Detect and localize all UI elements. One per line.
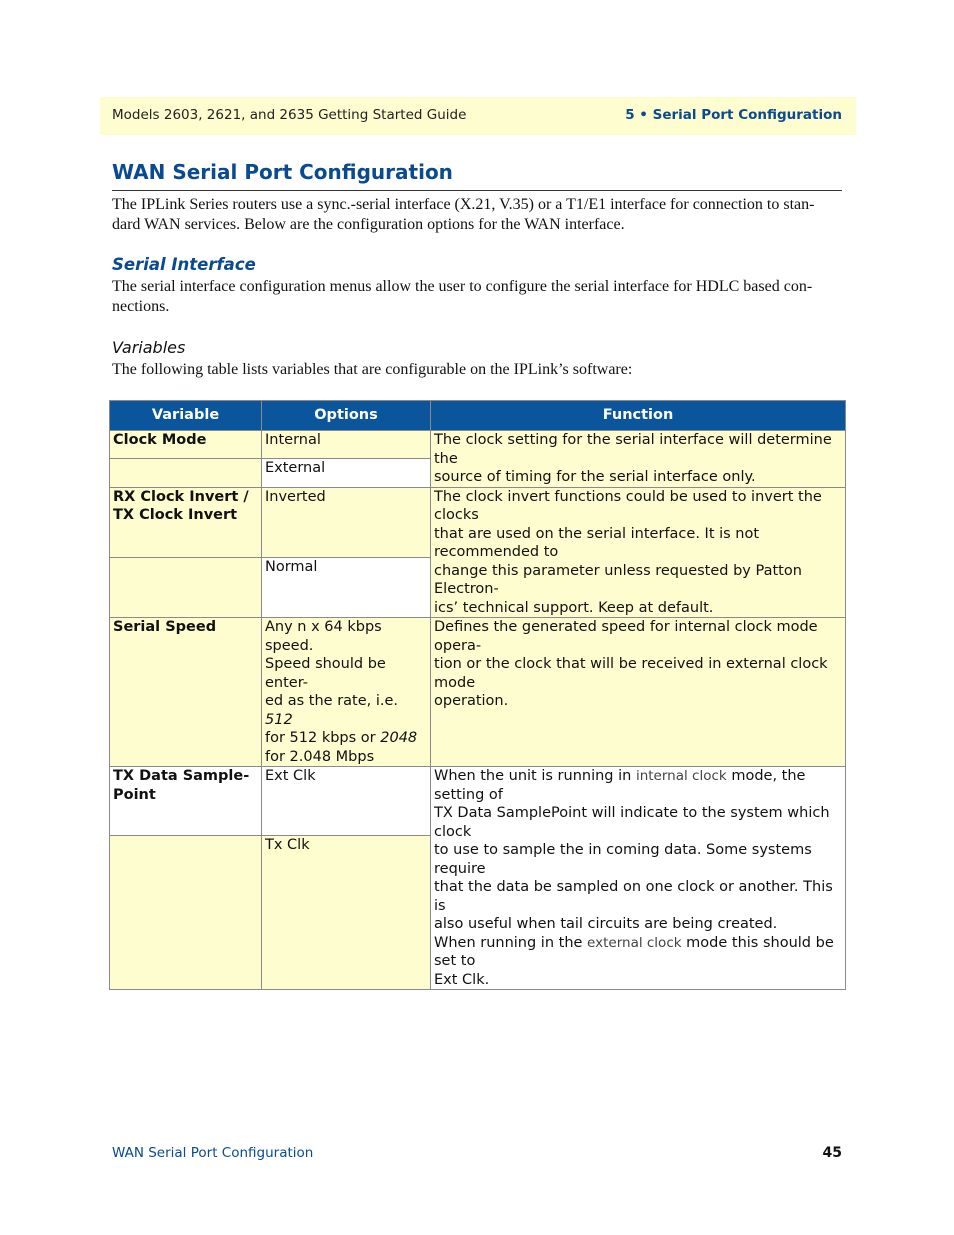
option-cell: Internal [262, 431, 431, 459]
function-cell [431, 431, 846, 488]
option-line: Any n x 64 kbps speed. [265, 619, 382, 654]
variable-line: TX Clock Invert [113, 507, 238, 523]
function-line: tion or the clock that will be received in external clock mode [434, 656, 828, 691]
variable-cell-empty [110, 836, 262, 990]
option-cell: Inverted [262, 487, 431, 557]
function-cell [431, 618, 846, 767]
variable-cell-empty [110, 557, 262, 617]
option-line [265, 692, 428, 729]
variable-cell [110, 487, 262, 557]
table-header-row [110, 401, 846, 431]
running-header [100, 97, 856, 135]
function-term: internal clock [635, 768, 727, 784]
variable-cell [110, 767, 262, 836]
function-line: TX Data SamplePoint will indicate to the system which clock [434, 805, 830, 840]
option-line: Speed should be enter- [265, 656, 386, 691]
variable-line: Point [113, 786, 156, 803]
function-line: to use to sample the in coming data. Some systems require [434, 842, 812, 877]
variables-paragraph: The following table lists variables that are configurable on the IPLink’s software: [112, 361, 633, 378]
function-line: The clock setting for the serial interface will determine the [434, 432, 832, 467]
table-row [110, 767, 846, 836]
option-text: for 512 kbps or [265, 730, 381, 746]
page-number: 45 [822, 1145, 842, 1161]
intro-line: The IPLink Series routers use a sync.-serial interface (X.21, V.35) or a T1/E1 interface for connection to stan- [112, 196, 815, 213]
function-line: ics’ technical support. Keep at default. [434, 599, 714, 616]
function-line [434, 934, 843, 971]
function-line: The clock invert functions could be used to invert the clocks [434, 488, 822, 523]
intro-paragraph [112, 195, 842, 235]
table-row [110, 487, 846, 557]
variable-cell-empty [110, 459, 262, 487]
header-function: Function [431, 401, 846, 431]
header-variable: Variable [110, 401, 262, 431]
header-guide-title: Models 2603, 2621, and 2635 Getting Started Guide [112, 107, 467, 123]
option-cell: Ext Clk [262, 767, 431, 836]
function-line: Ext Clk. [434, 971, 490, 988]
variables-heading: Variables [112, 338, 186, 357]
para-line: nections. [112, 298, 170, 315]
option-cell [262, 618, 431, 767]
variable-line: RX Clock Invert / [113, 488, 249, 505]
option-line [265, 729, 428, 748]
para-line: The serial interface configuration menus allow the user to configure the serial interface for HDLC based con- [112, 278, 813, 295]
option-cell: Normal [262, 557, 431, 617]
option-cell: External [262, 459, 431, 487]
function-line: Defines the generated speed for internal clock mode opera- [434, 619, 818, 654]
footer-section-title: WAN Serial Port Configuration [112, 1145, 314, 1161]
function-text: When running in the [434, 934, 588, 951]
function-term: external clock [587, 934, 682, 951]
function-line [434, 767, 843, 804]
table-row [110, 618, 846, 767]
function-line: operation. [434, 693, 509, 709]
intro-line: dard WAN services. Below are the configuration options for the WAN interface. [112, 216, 625, 233]
function-line: change this parameter unless requested by Patton Electron- [434, 562, 802, 597]
function-text: mode, the setting of [434, 768, 806, 803]
variable-cell: Serial Speed [110, 618, 262, 767]
option-cell: Tx Clk [262, 836, 431, 990]
function-line: source of timing for the serial interface only. [434, 469, 756, 485]
function-line: also useful when tail circuits are being created. [434, 916, 778, 932]
option-line: for 2.048 Mbps [265, 748, 375, 765]
variables-table [109, 400, 846, 990]
function-text: mode this should be set to [434, 934, 834, 969]
section-title: WAN Serial Port Configuration [112, 160, 453, 184]
header-chapter: 5 • Serial Port Configuration [625, 107, 842, 123]
serial-interface-paragraph [112, 277, 842, 317]
function-cell [431, 767, 846, 990]
table-row [110, 431, 846, 459]
function-line: that are used on the serial interface. It is not recommended to [434, 525, 760, 560]
function-text: When the unit is running in [434, 768, 636, 784]
serial-interface-heading: Serial Interface [112, 255, 256, 274]
title-rule [112, 190, 842, 191]
variable-cell: Clock Mode [110, 431, 262, 459]
function-cell [431, 487, 846, 618]
function-line: that the data be sampled on one clock or another. This is [434, 879, 833, 914]
header-options: Options [262, 401, 431, 431]
option-text: ed as the rate, i.e. [265, 693, 399, 709]
option-value-2048: 2048 [380, 730, 418, 746]
option-value-512: 512 [265, 711, 293, 728]
variable-line: TX Data Sample- [113, 768, 250, 784]
